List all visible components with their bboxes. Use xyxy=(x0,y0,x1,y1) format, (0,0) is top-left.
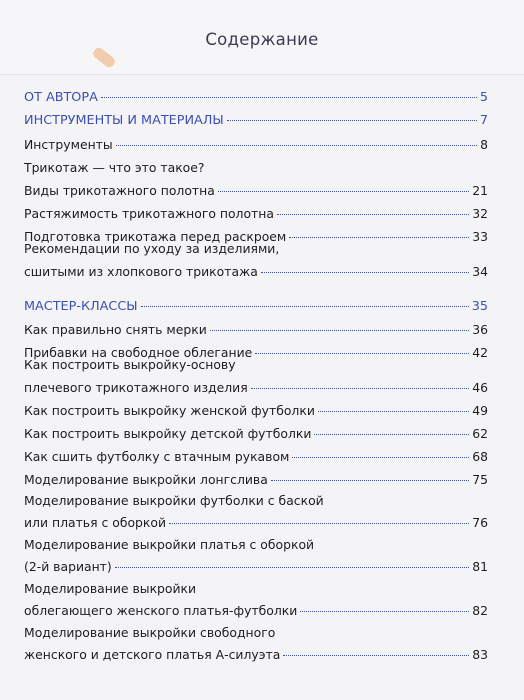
toc-page-number: 75 xyxy=(472,472,488,487)
toc-item-line: Рекомендации по уходу за изделиями, xyxy=(24,241,280,256)
toc-item[interactable] xyxy=(24,380,488,395)
toc-page-number: 36 xyxy=(472,322,488,337)
toc-section-label: МАСТЕР-КЛАССЫ xyxy=(24,299,138,314)
toc-item-label: Виды трикотажного полотна xyxy=(24,183,215,198)
toc-section-author[interactable] xyxy=(24,90,488,105)
dot-leader xyxy=(210,330,469,331)
toc-item[interactable] xyxy=(24,559,488,574)
toc-item[interactable] xyxy=(24,647,488,662)
toc-item[interactable] xyxy=(24,160,488,175)
toc-page-number: 5 xyxy=(479,90,488,105)
toc-item-label: облегающего женского платья-футболки xyxy=(24,603,298,618)
toc-item[interactable] xyxy=(24,426,488,441)
dot-leader xyxy=(300,611,469,612)
toc-page-number: 46 xyxy=(472,380,488,395)
dot-leader xyxy=(277,214,469,215)
toc-item[interactable] xyxy=(24,183,488,198)
toc-item-label: Прибавки на свободное облегание xyxy=(24,345,253,360)
dot-leader xyxy=(271,480,469,481)
dot-leader xyxy=(318,411,469,412)
dot-leader xyxy=(251,388,470,389)
toc-item[interactable] xyxy=(24,206,488,221)
dot-leader xyxy=(141,306,469,307)
toc-item-label: плечевого трикотажного изделия xyxy=(24,380,248,395)
dot-leader xyxy=(289,237,469,238)
toc-page-number: 81 xyxy=(472,559,488,574)
toc-item-label: или платья с оборкой xyxy=(24,515,167,530)
toc-item-line: Моделирование выкройки платья с оборкой xyxy=(24,537,315,552)
dot-leader xyxy=(115,567,469,568)
toc-item[interactable] xyxy=(24,264,488,279)
toc-page-number: 21 xyxy=(472,183,488,198)
toc-page-number: 34 xyxy=(472,264,488,279)
toc-item-label: Трикотаж — что это такое? xyxy=(24,160,205,175)
toc-page-number: 62 xyxy=(472,426,488,441)
dot-leader xyxy=(116,145,477,146)
dot-leader xyxy=(314,434,469,435)
toc-item-label: женского и детского платья А-силуэта xyxy=(24,647,281,662)
toc-item-line: Моделирование выкройки свободного xyxy=(24,625,276,640)
dot-leader xyxy=(292,457,469,458)
toc-page-number: 8 xyxy=(480,137,488,152)
toc-item[interactable] xyxy=(24,603,488,618)
toc-page-number: 68 xyxy=(472,449,488,464)
toc-item[interactable] xyxy=(24,515,488,530)
toc-page-number: 42 xyxy=(472,345,488,360)
toc-item[interactable] xyxy=(24,472,488,487)
toc-item-label: Как правильно снять мерки xyxy=(24,322,207,337)
toc-item-label: Как построить выкройку женской футболки xyxy=(24,403,315,418)
page-title: Содержание xyxy=(205,30,319,49)
toc-item-label: Растяжимость трикотажного полотна xyxy=(24,206,274,221)
toc-page-number: 83 xyxy=(472,647,488,662)
toc-item-line: Моделирование выкройки xyxy=(24,581,197,596)
toc-page-number: 49 xyxy=(472,403,488,418)
toc-page-number: 35 xyxy=(471,299,488,314)
toc-item-label: (2-й вариант) xyxy=(24,559,112,574)
toc-item-line: Моделирование выкройки футболки с баской xyxy=(24,493,324,508)
toc-section-masterclasses[interactable] xyxy=(24,299,488,314)
toc-item[interactable] xyxy=(24,137,488,152)
toc-item-label: Моделирование выкройки лонгслива xyxy=(24,472,268,487)
toc-item[interactable] xyxy=(24,449,488,464)
dot-leader xyxy=(101,97,477,98)
dot-leader xyxy=(283,655,469,656)
toc-item-label: Подготовка трикотажа перед раскроем xyxy=(24,229,287,244)
toc-page-number: 82 xyxy=(472,603,488,618)
toc-section-label: ИНСТРУМЕНТЫ И МАТЕРИАЛЫ xyxy=(24,113,224,128)
toc-item-label: сшитыми из хлопкового трикотажа xyxy=(24,264,258,279)
toc-item[interactable] xyxy=(24,322,488,337)
toc-page-number: 33 xyxy=(472,229,488,244)
toc-page-number: 32 xyxy=(472,206,488,221)
toc-item-label: Инструменты xyxy=(24,137,113,152)
dot-leader xyxy=(255,353,469,354)
dot-leader xyxy=(218,191,469,192)
dot-leader xyxy=(169,523,469,524)
toc-item-line: Как построить выкройку-основу xyxy=(24,357,236,372)
toc-section-tools[interactable] xyxy=(24,113,488,128)
toc-section-label: ОТ АВТОРА xyxy=(24,90,98,105)
dot-leader xyxy=(227,120,477,121)
toc-page-number: 7 xyxy=(479,113,488,128)
toc-item-label: Как построить выкройку детской футболки xyxy=(24,426,312,441)
toc-item-label: Как сшить футболку с втачным рукавом xyxy=(24,449,290,464)
toc-page-number: 76 xyxy=(472,515,488,530)
toc-item[interactable] xyxy=(24,403,488,418)
dot-leader xyxy=(261,272,469,273)
